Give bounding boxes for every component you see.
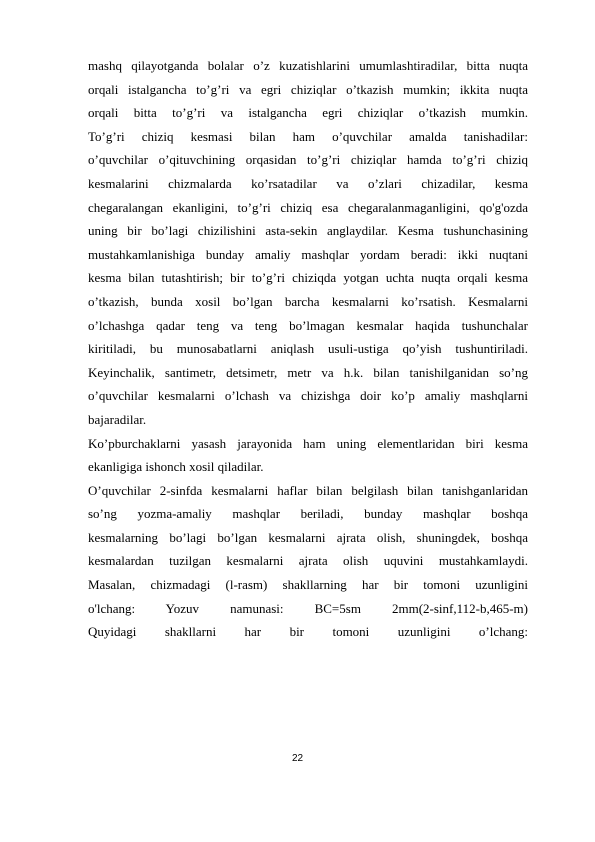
text-line: bajaradilar. bbox=[88, 411, 147, 427]
text-line: Masalan, chizmadagi (l-rasm) shakllarning har bir tomoni uzunligini bbox=[88, 577, 528, 593]
text-line: uning bir bo’lagi chizilishini asta-sekin anglaydilar. Kesma tushunchasining bbox=[88, 223, 528, 239]
text-line: Ko’pburchaklarni yasash jarayonida ham uning elementlaridan biri kesma bbox=[88, 435, 528, 451]
text-line: Keyinchalik, santimetr, detsimetr, metr va h.k. bilan tanishilganidan so’ng bbox=[88, 364, 528, 380]
text-line: ekanligiga ishonch xosil qiladilar. bbox=[88, 459, 264, 475]
text-line: mashq qilayotganda bolalar o’z kuzatishlarini umumlashtiradilar, bitta nuqta bbox=[88, 58, 528, 73]
text-line: o’quvchilar kesmalarni o’lchash va chizishga doir ko’p amaliy mashqlarni bbox=[88, 388, 528, 404]
text-line: kesmalarini chizmalarda ko’rsatadilar va o’zlari chizadilar, kesma bbox=[88, 175, 528, 191]
text-line: kesmalardan tuzilgan kesmalarni ajrata olish uquvini mustahkamlaydi. bbox=[88, 553, 528, 569]
body-text bbox=[88, 54, 528, 644]
text-line: orqali bitta to’g’ri va istalgancha egri chiziqlar o’tkazish mumkin. bbox=[88, 105, 528, 121]
page-number: 22 bbox=[291, 753, 304, 764]
text-line: o’quvchilar o’qituvchining orqasidan to’g’ri chiziqlar hamda to’g’ri chiziq bbox=[88, 152, 528, 168]
text-line: o’tkazish, bunda xosil bo’lgan barcha kesmalarni ko’rsatish. Kesmalarni bbox=[88, 293, 528, 309]
text-line: O’quvchilar 2-sinfda kesmalarni haflar bilan belgilash bilan tanishganlaridan bbox=[88, 482, 528, 498]
text-line: orqali istalgancha to’g’ri va egri chiziqlar o’tkazish mumkin; ikkita nuqta bbox=[88, 81, 528, 97]
text-line: chegaralangan ekanligini, to’g’ri chiziq esa chegaralanmaganligini, qo'g'ozda bbox=[88, 199, 528, 215]
text-line: o'lchang: Yozuv namunasi: BC=5sm 2mm(2-sinf,112-b,465-m) bbox=[88, 600, 528, 616]
text-line: so’ng yozma-amaliy mashqlar beriladi, bunday mashqlar boshqa bbox=[88, 506, 528, 522]
text-line: kiritiladi, bu munosabatlarni aniqlash usuli-ustiga qo’yish tushuntiriladi. bbox=[88, 341, 528, 357]
text-line: Quyidagi shakllarni har bir tomoni uzunligini o’lchang: bbox=[88, 624, 528, 640]
text-line: mustahkamlanishiga bunday amaliy mashqlar yordam beradi: ikki nuqtani bbox=[88, 246, 528, 262]
text-line: kesma bilan tutashtirish; bir to’g’ri chiziqda yotgan uchta nuqta orqali kesma bbox=[88, 270, 528, 286]
text-line: kesmalarning bo’lagi bo’lgan kesmalarni ajrata olish, shuningdek, boshqa bbox=[88, 529, 528, 545]
text-line: o’lchashga qadar teng va teng bo’lmagan kesmalar haqida tushunchalar bbox=[88, 317, 528, 333]
text-line: To’g’ri chiziq kesmasi bilan ham o’quvchilar amalda tanishadilar: bbox=[88, 128, 528, 144]
